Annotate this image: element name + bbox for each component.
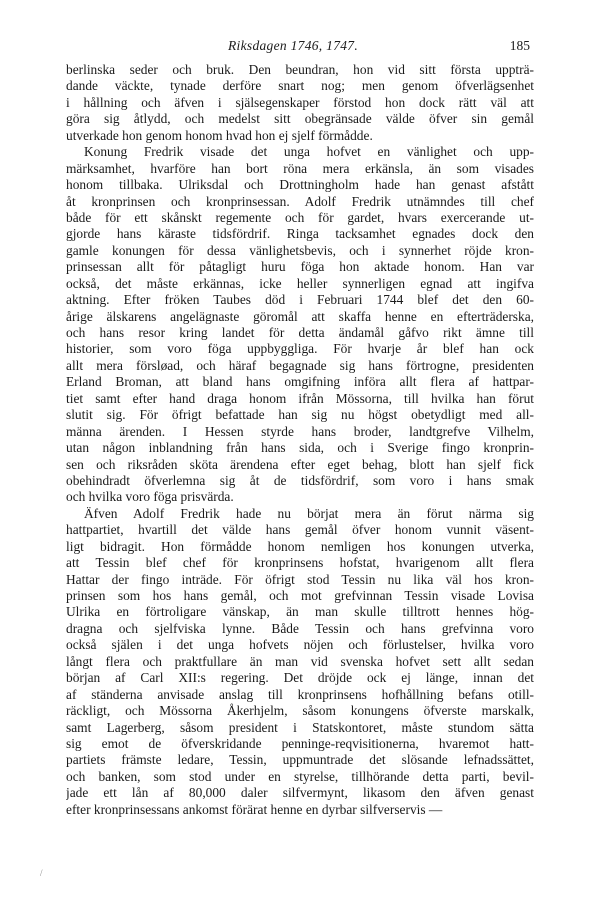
text-line: ligt bidragit. Hon förmådde honom nemligen hos konungen utverka, xyxy=(66,538,534,554)
text-line: också, det måste erkännas, icke heller synnerligen egnad att ingifva xyxy=(66,275,534,291)
text-line: Konung Fredrik visade det unga hofvet en vänlighet och upp- xyxy=(84,144,534,160)
text-line: af ständerna anvisade anslag till kronprinsens hofhållning befans otill- xyxy=(66,686,534,702)
text-line: hattpartiet, hvartill det välde hans gemål öfver honom vunnit väsent- xyxy=(66,522,534,538)
text-line: obehindradt öfverlemna sig åt de tidsfördrif, som voro i hans smak xyxy=(66,472,534,488)
scan-mark: / xyxy=(40,868,43,878)
text-line: männa ärenden. I Hessen styrde hans broder, landtgrefve Vilhelm, xyxy=(66,423,534,439)
text-line: partiets främste ledare, Tessin, uppmuntrade det slösande lefnadssättet, xyxy=(66,752,534,768)
text-line: och hans resor kring landet för detta ändamål gåfvo rikt ämne till xyxy=(66,325,534,340)
page-number: 185 xyxy=(509,38,530,53)
text-line: utan någon inblandning från hans sida, och i Sverige fingo kronprin- xyxy=(66,440,534,456)
text-line: och banken, som stod under en styrelse, tillhörande detta parti, bevil- xyxy=(66,768,534,784)
text-line: Hattar der fingo inträde. För öfrigt stod Tessin nu lika väl hos kron- xyxy=(66,571,534,587)
text-line: gamle konungen för dessa vänlighetsbevis, och i synnerhet röjde kron- xyxy=(66,242,534,258)
text-line: märksamhet, hvarföre han bort röna mera erkänsla, än som visades xyxy=(66,160,534,176)
text-line: Ulrika en förtroligare vänskap, än man skulle tilltrott hennes hög- xyxy=(66,604,534,620)
text-line: också själen i det unga hofvets nöjen och förlustelser, hvilka voro xyxy=(66,637,534,653)
text-line: både för ett skånskt regemente och för gardet, hvars exercerande ut- xyxy=(66,209,534,225)
text-line: prinsessan allt för påtagligt huru föga hon aktade honom. Han var xyxy=(66,259,534,275)
text-line: årige älskarens angelägnaste göromål att skaffa henne en efterträderska, xyxy=(66,308,534,324)
text-line: sig emot de öfverskridande penninge-reqvisitionerna, hvaremot hatt- xyxy=(66,735,534,751)
text-line: utverkade hon genom honom hvad hon ej sjelf förmådde. xyxy=(66,127,373,143)
text-line: att Tessin blef chef för kronprinsens hofstat, hvarigenom allt flera xyxy=(66,555,534,571)
text-line: sen och riksråden sköta ärendena efter eget behag, blott han sjelf fick xyxy=(66,456,534,472)
page-header xyxy=(0,38,600,58)
text-line: Äfven Adolf Fredrik hade nu börjat mera än förut närma sig xyxy=(84,505,534,521)
text-line: gjorde hans käraste tidsfördrif. Ringa tacksamhet egnades dock den xyxy=(66,226,534,242)
text-line: i hållning och äfven i själsegenskaper förstod hon dock rätt väl att xyxy=(66,94,534,110)
text-line: samt Lagerberg, såsom president i Statskontoret, måste stundom sätta xyxy=(66,719,534,735)
text-line: långt flera och praktfullare än man vid svenska hofvet sett allt sedan xyxy=(66,653,534,669)
text-line: tiet samt efter hand draga honom ifrån Mössorna, till hvilka han förut xyxy=(66,390,534,406)
text-line: jade ett lån af 80,000 daler silfvermynt, likasom den äfven genast xyxy=(66,785,534,801)
text-line: prinsen som hos hans gemål, och mot grefvinnan Tessin visade Lovisa xyxy=(66,588,534,603)
text-line: dragna och sjelfviska lynne. Både Tessin och hans grefvinna voro xyxy=(66,620,534,636)
text-line: dande väckte, tynade derföre snart nog; men genom öfverlägsenhet xyxy=(66,78,534,94)
text-line: åt kronprinsen och kronprinsessan. Adolf Fredrik utnämndes till chef xyxy=(66,193,534,209)
body-text xyxy=(66,62,534,818)
text-line: göra sig åtlydd, och medelst sitt obegränsade välde öfver sin gemål xyxy=(66,111,534,127)
text-line: och hvilka voro föga prisvärda. xyxy=(66,489,234,505)
text-line: början af Carl XII:s regering. Det dröjde ock ej länge, innan det xyxy=(66,670,534,686)
text-line: räckligt, och Mössorna Åkerhjelm, såsom konungens öfverste marskalk, xyxy=(66,703,534,719)
text-line: slutit sig. För öfrigt befattade han sig nu högst obetydligt med all- xyxy=(66,407,534,423)
text-line: aktning. Efter fröken Taubes död i Februari 1744 blef det den 60- xyxy=(66,292,534,308)
running-title: Riksdagen 1746, 1747. xyxy=(228,38,359,53)
text-line: allt mera försløad, och häraf begagnade sig hans förtrogne, presidenten xyxy=(66,357,534,373)
text-line: efter kronprinsessans ankomst förärat henne en dyrbar silfverservis — xyxy=(66,801,443,817)
text-line: berlinska seder och bruk. Den beundran, hon vid sitt första uppträ- xyxy=(66,62,534,77)
text-line: Erland Broman, att bland hans omgifning införa allt flera af hattpar- xyxy=(66,374,534,390)
text-line: historier, som voro föga uppbyggliga. För hvarje år blef han ock xyxy=(66,341,534,357)
text-line: honom tillbaka. Ulriksdal och Drottningholm hade han genast afstått xyxy=(66,177,534,193)
